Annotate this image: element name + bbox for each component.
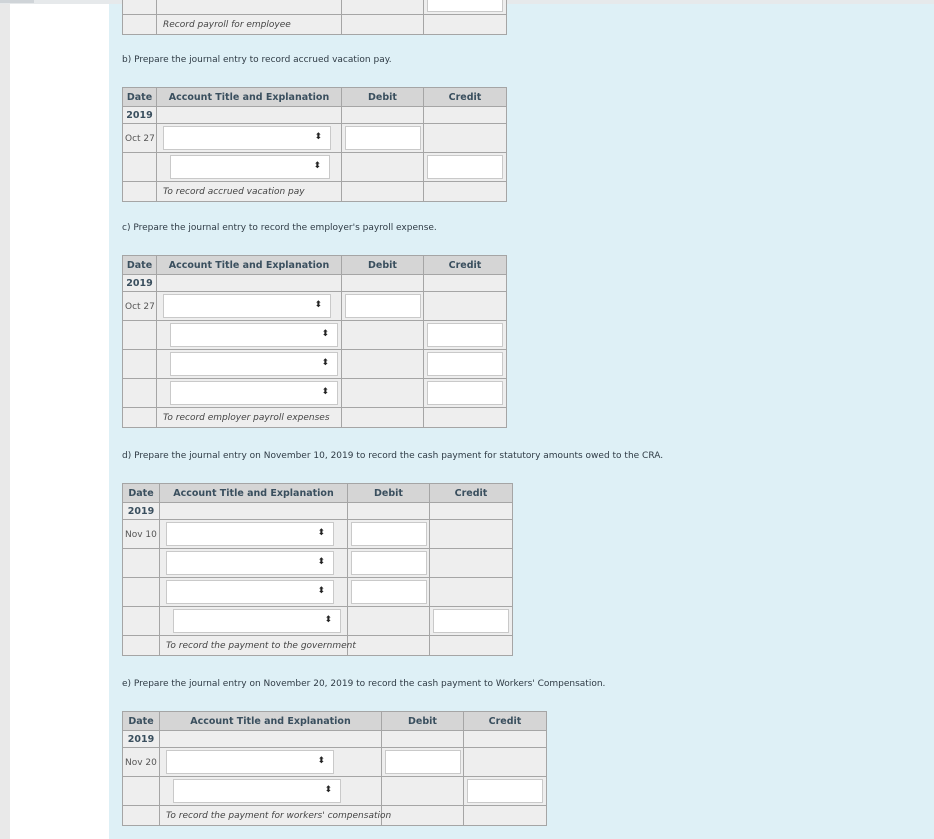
account-header: Account Title and Explanation [160, 712, 382, 731]
credit-input[interactable] [433, 609, 509, 633]
credit-input[interactable] [467, 779, 543, 803]
select-arrow-icon: ⬍ [317, 528, 325, 538]
credit-header: Credit [424, 88, 507, 107]
account-select[interactable] [170, 323, 338, 347]
entry-note: To record the payment for workers' compensation [160, 806, 382, 826]
account-select[interactable] [170, 352, 338, 376]
credit-header: Credit [430, 484, 513, 503]
journal-table-c [122, 255, 507, 428]
account-header: Account Title and Explanation [157, 88, 342, 107]
prompt-d: d) Prepare the journal entry on November 10, 2019 to record the cash payment for statutory amounts owed to the CRA. [122, 451, 664, 461]
account-select[interactable] [163, 126, 331, 150]
account-cell [157, 0, 342, 15]
debit-input[interactable] [351, 551, 427, 575]
debit-input[interactable] [345, 126, 421, 150]
date-header: Date [123, 484, 160, 503]
credit-input[interactable] [427, 381, 503, 405]
select-arrow-icon: ⬍ [321, 358, 329, 368]
select-arrow-icon: ⬍ [313, 161, 321, 171]
date-header: Date [123, 712, 160, 731]
date-header: Date [123, 256, 157, 275]
account-select[interactable] [173, 779, 341, 803]
account-select[interactable] [166, 750, 334, 774]
select-arrow-icon: ⬍ [314, 300, 322, 310]
year-label: 2019 [123, 275, 157, 292]
left-strip [0, 4, 10, 839]
debit-cell [342, 0, 424, 15]
debit-header: Debit [342, 88, 424, 107]
account-select[interactable] [163, 294, 331, 318]
debit-header: Debit [382, 712, 464, 731]
debit-header: Debit [348, 484, 430, 503]
select-arrow-icon: ⬍ [321, 387, 329, 397]
prompt-b: b) Prepare the journal entry to record accrued vacation pay. [122, 55, 392, 65]
select-arrow-icon: ⬍ [324, 615, 332, 625]
year-label: 2019 [123, 503, 160, 520]
credit-cell [424, 0, 507, 15]
account-select[interactable] [166, 580, 334, 604]
select-arrow-icon: ⬍ [317, 586, 325, 596]
select-arrow-icon: ⬍ [314, 132, 322, 142]
credit-input[interactable] [427, 0, 503, 12]
select-arrow-icon: ⬍ [317, 557, 325, 567]
date-header: Date [123, 88, 157, 107]
entry-date: Nov 10 [123, 520, 160, 549]
journal-table-b [122, 87, 507, 202]
credit-input[interactable] [427, 155, 503, 179]
credit-input[interactable] [427, 323, 503, 347]
account-select[interactable] [170, 155, 330, 179]
debit-input[interactable] [351, 580, 427, 604]
prompt-e: e) Prepare the journal entry on November 20, 2019 to record the cash payment to Workers' Compensation. [122, 679, 606, 689]
year-label: 2019 [123, 731, 160, 748]
debit-input[interactable] [345, 294, 421, 318]
journal-table-d [122, 483, 513, 656]
select-arrow-icon: ⬍ [321, 329, 329, 339]
top-tab [0, 0, 34, 3]
account-header: Account Title and Explanation [160, 484, 348, 503]
journal-table-a [122, 0, 507, 35]
debit-input[interactable] [351, 522, 427, 546]
year-label: 2019 [123, 107, 157, 124]
entry-note: To record employer payroll expenses [157, 408, 342, 428]
prompt-c: c) Prepare the journal entry to record the employer's payroll expense. [122, 223, 437, 233]
debit-header: Debit [342, 256, 424, 275]
credit-input[interactable] [427, 352, 503, 376]
account-select[interactable] [170, 381, 338, 405]
credit-header: Credit [464, 712, 547, 731]
account-select[interactable] [166, 522, 334, 546]
entry-note: Record payroll for employee [157, 15, 342, 35]
select-arrow-icon: ⬍ [317, 756, 325, 766]
entry-date: Nov 20 [123, 748, 160, 777]
entry-date: Oct 27 [123, 124, 157, 153]
account-select[interactable] [173, 609, 341, 633]
entry-date: Oct 27 [123, 292, 157, 321]
journal-table-e [122, 711, 547, 826]
account-header: Account Title and Explanation [157, 256, 342, 275]
entry-note: To record accrued vacation pay [157, 182, 342, 202]
select-arrow-icon: ⬍ [324, 785, 332, 795]
date-cell [123, 0, 157, 15]
account-select[interactable] [166, 551, 334, 575]
credit-header: Credit [424, 256, 507, 275]
debit-input[interactable] [385, 750, 461, 774]
date-cell [123, 15, 157, 35]
entry-note: To record the payment to the government [160, 636, 348, 656]
